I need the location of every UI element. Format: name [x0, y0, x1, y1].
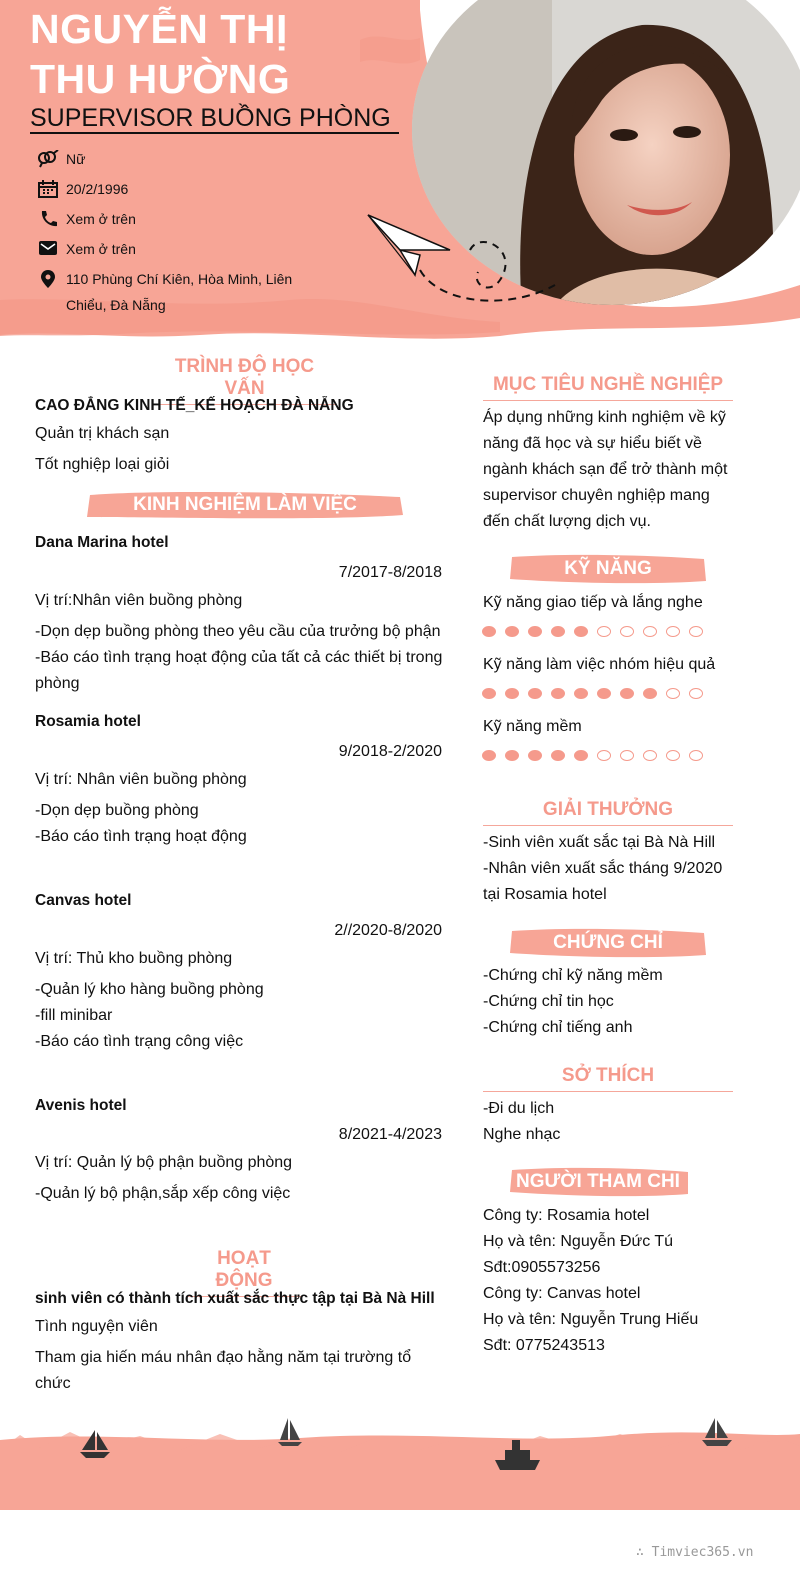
hobbies-text: [483, 1096, 560, 1148]
hobby-line: -Đi du lịch: [483, 1100, 555, 1117]
certificate-line: -Chứng chỉ tin học: [483, 993, 614, 1010]
birthday-value: 20/2/1996: [66, 181, 129, 197]
rating-dot-filled: [574, 688, 588, 699]
rating-dot-filled: [551, 688, 565, 699]
certificate-line: -Chứng chỉ tiếng anh: [483, 1019, 633, 1036]
skill-3-rating: [482, 750, 703, 761]
job-3-position: Vị trí: Thủ kho buồng phòng: [35, 950, 233, 967]
name-line-2: THU HƯỜNG: [30, 56, 291, 102]
hobby-line: Nghe nhạc: [483, 1126, 561, 1143]
reference-line: Công ty: Rosamia hotel: [483, 1207, 650, 1224]
footer-brush-background: [0, 1410, 800, 1520]
skill-1-rating: [482, 626, 703, 637]
email-value: Xem ở trên: [66, 241, 136, 257]
rating-dot-empty: [689, 688, 703, 699]
activities-line-3: chức: [35, 1375, 71, 1392]
rating-dot-empty: [666, 750, 680, 761]
job-title: SUPERVISOR BUỒNG PHÒNG: [30, 104, 399, 134]
gender-value: Nữ: [66, 151, 86, 167]
address-value: [66, 266, 292, 318]
objective-line: năng đã học và sự hiểu biết về: [483, 435, 702, 452]
objective-text: [483, 405, 743, 535]
job-4-position: Vị trí: Quản lý bộ phận buồng phòng: [35, 1154, 293, 1171]
rating-dot-empty: [620, 750, 634, 761]
activities-line-2: Tham gia hiến máu nhân đạo hằng năm tại trường tổ: [35, 1349, 412, 1366]
reference-line: Sđt:0905573256: [483, 1259, 601, 1276]
rating-dot-filled: [482, 688, 496, 699]
rating-dot-filled: [482, 626, 496, 637]
job-2-period: 9/2018-2/2020: [338, 743, 442, 760]
address-row: [36, 270, 292, 318]
activities-title: HOẠT ĐỘNG: [186, 1248, 302, 1297]
education-school: CAO ĐẲNG KINH TẾ_KẾ HOẠCH ĐÀ NẴNG: [35, 397, 354, 414]
phone-row: [36, 210, 136, 232]
rating-dot-empty: [597, 750, 611, 761]
rating-dot-empty: [689, 750, 703, 761]
skill-2-rating: [482, 688, 703, 699]
address-line-2: Chiểu, Đà Nẵng: [66, 297, 166, 313]
certificates-title-banner: [508, 925, 708, 961]
job-3-period: 2//2020-8/2020: [334, 922, 442, 939]
rating-dot-empty: [643, 750, 657, 761]
references-title-banner: [508, 1164, 688, 1200]
objective-line: đến chất lượng dịch vụ.: [483, 513, 651, 530]
name-line-1: NGUYỄN THỊ: [30, 6, 288, 52]
sailboat-icon: [702, 1418, 732, 1446]
experience-title: KINH NGHIỆM LÀM VIỆC: [133, 494, 357, 515]
objective-line: supervisor chuyên nghiệp mang: [483, 487, 710, 504]
rating-dot-filled: [643, 688, 657, 699]
job-1-line-1: -Dọn dẹp buồng phòng theo yêu cầu của trưởng bộ phận: [35, 623, 441, 640]
objective-line: Áp dụng những kinh nghiệm về kỹ: [483, 409, 726, 426]
job-2-line-1: -Dọn dẹp buồng phòng: [35, 802, 199, 819]
certificate-line: -Chứng chỉ kỹ năng mềm: [483, 967, 663, 984]
job-1-line-3: phòng: [35, 675, 80, 692]
rating-dot-empty: [666, 626, 680, 637]
reference-line: Họ và tên: Nguyễn Trung Hiếu: [483, 1311, 699, 1328]
job-2-position: Vị trí: Nhân viên buồng phòng: [35, 771, 247, 788]
awards-title: GIẢI THƯỞNG: [483, 799, 733, 826]
gender-row: [36, 150, 85, 172]
address-line-1: 110 Phùng Chí Kiên, Hòa Minh, Liên: [66, 271, 293, 287]
location-pin-icon: [36, 270, 60, 290]
skills-title-banner: [508, 551, 708, 587]
job-1-line-2: -Báo cáo tình trạng hoạt động của tất cả các thiết bị trong: [35, 649, 443, 666]
job-4-period: 8/2021-4/2023: [338, 1126, 442, 1143]
email-row: [36, 240, 136, 262]
rating-dot-empty: [643, 626, 657, 637]
envelope-icon: [36, 240, 60, 260]
phone-icon: [36, 210, 60, 230]
calendar-icon: [36, 180, 60, 200]
gender-icon: [36, 150, 60, 170]
rating-dot-empty: [689, 626, 703, 637]
rating-dot-filled: [620, 688, 634, 699]
paper-plane-icon: [360, 210, 560, 310]
skill-2-name: Kỹ năng làm việc nhóm hiệu quả: [483, 656, 716, 673]
rating-dot-filled: [574, 626, 588, 637]
rating-dot-filled: [505, 688, 519, 699]
rating-dot-empty: [666, 688, 680, 699]
job-1-period: 7/2017-8/2018: [338, 564, 442, 581]
certificates-text: [483, 963, 663, 1041]
watermark: ∴ Timviec365.vn: [636, 1545, 754, 1560]
birthday-row: [36, 180, 128, 202]
rating-dot-filled: [528, 688, 542, 699]
references-title: NGƯỜI THAM CHI: [516, 1171, 680, 1192]
rating-dot-filled: [528, 750, 542, 761]
activities-line-1: Tình nguyện viên: [35, 1318, 158, 1335]
hobbies-title: SỞ THÍCH: [483, 1065, 733, 1092]
job-3-line-3: -Báo cáo tình trạng công việc: [35, 1033, 244, 1050]
candidate-name: [30, 4, 410, 104]
phone-value: Xem ở trên: [66, 211, 136, 227]
rating-dot-filled: [574, 750, 588, 761]
job-4-line-1: -Quản lý bộ phận,sắp xếp công việc: [35, 1185, 291, 1202]
skill-3-name: Kỹ năng mềm: [483, 718, 582, 735]
education-result: Tốt nghiệp loại giỏi: [35, 456, 170, 473]
rating-dot-filled: [551, 750, 565, 761]
education-major: Quản trị khách sạn: [35, 425, 170, 442]
objective-line: ngành khách sạn để trở thành một: [483, 461, 728, 478]
activities-headline: sinh viên có thành tích xuất sắc thực tập tại Bà Nà Hill: [35, 1290, 435, 1307]
award-line: -Sinh viên xuất sắc tại Bà Nà Hill: [483, 834, 716, 851]
job-3-company: Canvas hotel: [35, 892, 132, 909]
rating-dot-empty: [597, 626, 611, 637]
awards-text: [483, 830, 722, 908]
reference-line: Sđt: 0775243513: [483, 1337, 605, 1354]
job-4-company: Avenis hotel: [35, 1097, 127, 1114]
reference-line: Công ty: Canvas hotel: [483, 1285, 641, 1302]
rating-dot-filled: [505, 750, 519, 761]
objective-title: MỤC TIÊU NGHỀ NGHIỆP: [483, 374, 733, 401]
experience-title-banner: [85, 487, 405, 523]
rating-dot-filled: [505, 626, 519, 637]
job-2-line-2: -Báo cáo tình trạng hoạt động: [35, 828, 247, 845]
award-line: tại Rosamia hotel: [483, 886, 607, 903]
award-line: -Nhân viên xuất sắc tháng 9/2020: [483, 860, 723, 877]
job-1-company: Dana Marina hotel: [35, 534, 169, 551]
rating-dot-filled: [482, 750, 496, 761]
rating-dot-filled: [551, 626, 565, 637]
job-3-line-2: -fill minibar: [35, 1007, 113, 1024]
job-3-line-1: -Quản lý kho hàng buồng phòng: [35, 981, 264, 998]
job-1-position: Vị trí:Nhân viên buồng phòng: [35, 592, 243, 609]
job-2-company: Rosamia hotel: [35, 713, 141, 730]
skills-title: KỸ NĂNG: [564, 558, 652, 579]
rating-dot-empty: [620, 626, 634, 637]
references-text: [483, 1203, 698, 1359]
reference-line: Họ và tên: Nguyễn Đức Tú: [483, 1233, 674, 1250]
certificates-title: CHỨNG CHỈ: [553, 932, 663, 953]
skill-1-name: Kỹ năng giao tiếp và lắng nghe: [483, 594, 703, 611]
rating-dot-filled: [597, 688, 611, 699]
education-title: TRÌNH ĐỘ HỌC VẤN: [153, 356, 336, 405]
rating-dot-filled: [528, 626, 542, 637]
